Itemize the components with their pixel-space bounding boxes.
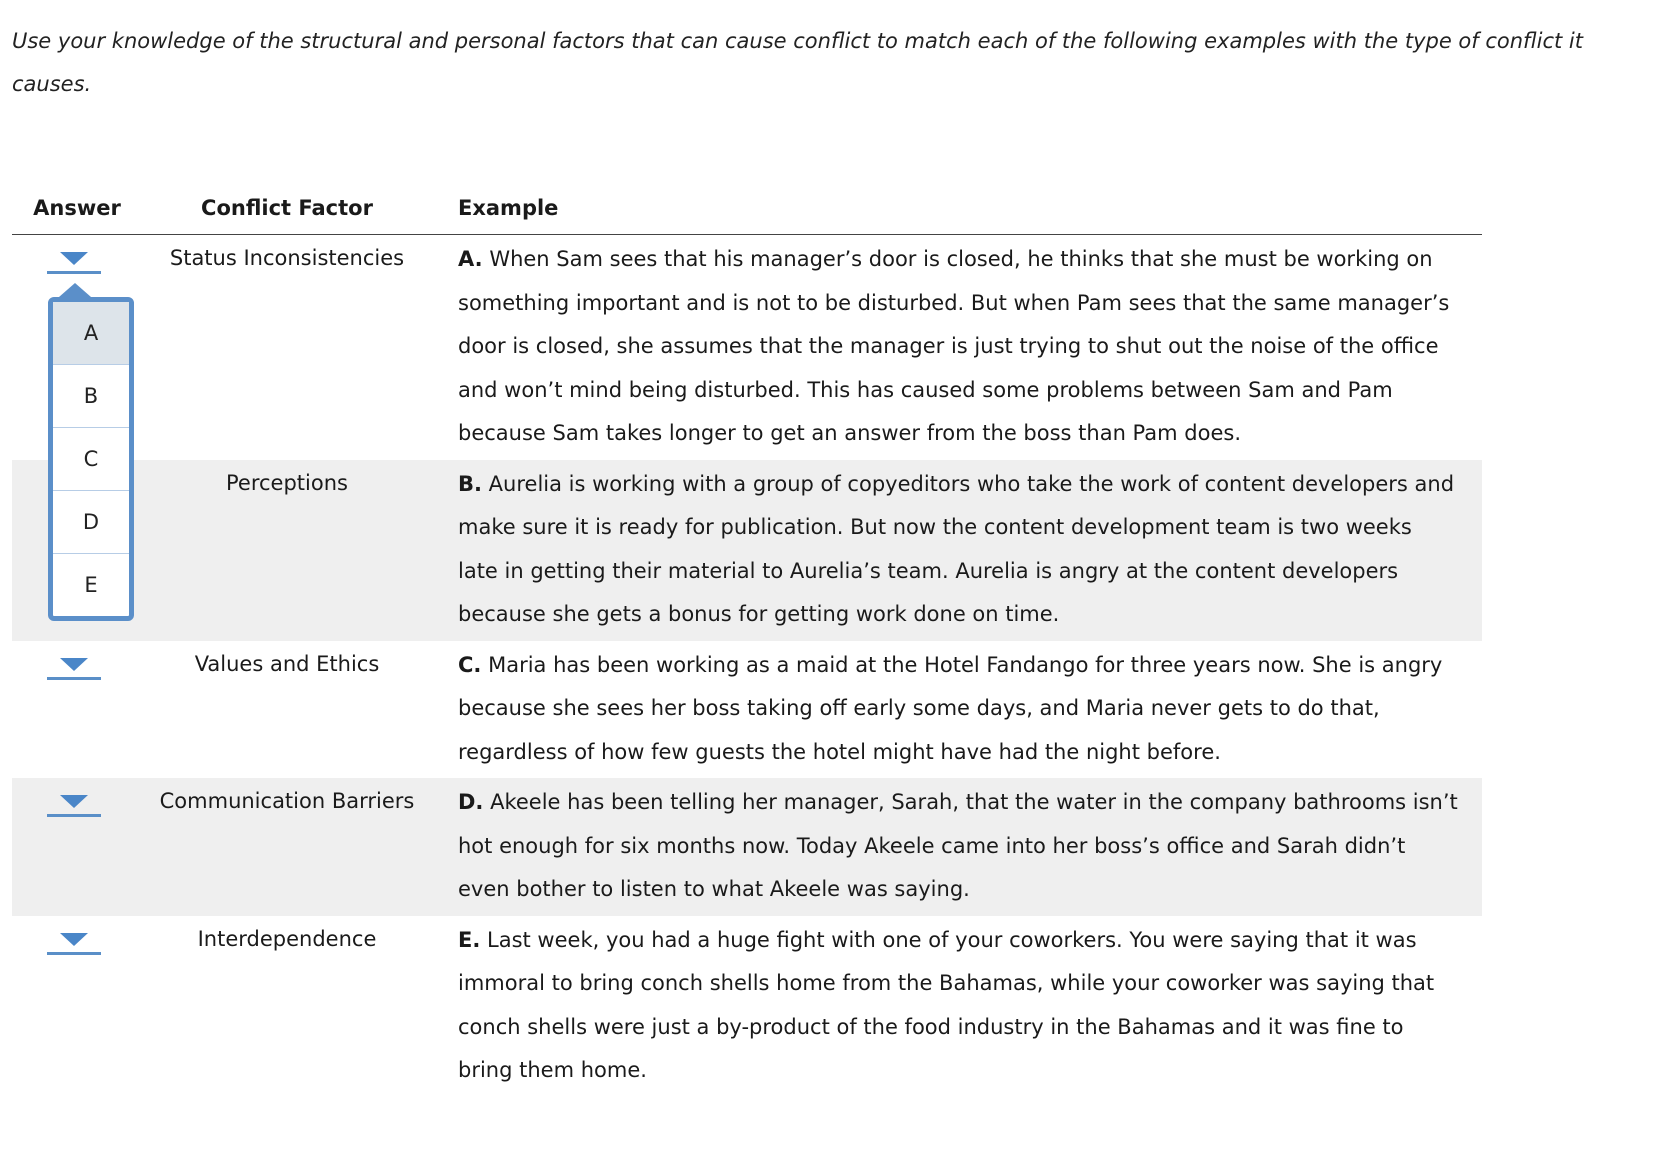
dropdown-option-e[interactable]: E xyxy=(84,573,98,597)
example-body: Akeele has been telling her manager, Sarah, that the water in the company bathrooms isn’t hot enough for six months now. Today Akeele came into her boss’s office and Sarah didn’t even bother to listen to what Akeele was saying. xyxy=(458,790,1458,901)
example-text xyxy=(458,641,1458,779)
chevron-down-icon xyxy=(60,933,88,946)
chevron-down-icon xyxy=(60,658,88,671)
example-letter: B. xyxy=(458,471,482,496)
conflict-factor-label: Perceptions xyxy=(226,470,348,495)
table-row xyxy=(12,235,1482,460)
dropdown-option-d[interactable]: D xyxy=(53,491,129,554)
chevron-up-icon[interactable] xyxy=(59,283,91,297)
conflict-factor-label: Status Inconsistencies xyxy=(169,246,405,270)
example-letter: A. xyxy=(458,247,483,271)
conflict-factor-label: Interdependence xyxy=(197,926,377,951)
table-row xyxy=(12,641,1482,779)
answer-dropdown-values-and-ethics[interactable] xyxy=(47,655,101,680)
example-body: Last week, you had a huge fight with one of your coworkers. You were saying that it was immoral to bring conch shells home from the Bahamas, while your coworker was saying that conch shells were just a by-product of the food industry in the Bahamas and it was fine to bring them home. xyxy=(458,927,1435,1082)
example-letter: C. xyxy=(458,652,482,677)
example-text xyxy=(458,778,1458,916)
dropdown-option-c[interactable]: C xyxy=(53,428,129,491)
example-body: When Sam sees that his manager’s door is closed, he thinks that she must be working on something important and is not to be disturbed. But when Pam sees that the same manager’s door is closed, she assumes that the manager is just trying to shut out the noise of the office and won’t mind being disturbed. This has caused some problems between Sam and Pam because Sam takes longer to get an answer from the boss than Pam does. xyxy=(458,247,1450,445)
instructions-text: Use your knowledge of the structural and personal factors that can cause conflict to match each of the following examples with the type of conflict it causes. xyxy=(12,29,1583,96)
table-row xyxy=(12,778,1482,916)
example-letter: E. xyxy=(458,927,481,952)
example-letter: D. xyxy=(458,790,484,814)
example-body: Aurelia is working with a group of copyeditors who take the work of content developers and make sure it is ready for publication. But now the content development team is two weeks late in getting their material to Aurelia’s team. Aurelia is angry at the content developers because she gets a bonus for getting work done on time. xyxy=(458,471,1455,626)
chevron-down-icon xyxy=(60,252,88,265)
example-body: Maria has been working as a maid at the Hotel Fandango for three years now. She is angry because she sees her boss taking off early some days, and Maria never gets to do that, regardless of how few guests the hotel might have had the night before. xyxy=(458,652,1443,764)
answer-dropdown-interdependence[interactable] xyxy=(47,930,101,955)
table-row xyxy=(12,460,1482,641)
dropdown-option-b[interactable]: B xyxy=(53,365,129,428)
conflict-factor-label: Communication Barriers xyxy=(159,789,415,813)
answer-column-header: Answer xyxy=(33,196,121,220)
chevron-down-icon xyxy=(60,795,88,808)
example-text xyxy=(458,235,1458,460)
conflict-factor-column-header: Conflict Factor xyxy=(201,196,373,220)
dropdown-option-a[interactable]: A xyxy=(53,302,129,365)
answer-dropdown-menu xyxy=(48,297,134,621)
matching-table xyxy=(12,188,1482,1097)
table-row xyxy=(12,916,1482,1097)
example-column-header: Example xyxy=(458,196,559,220)
example-text xyxy=(458,916,1458,1097)
table-header xyxy=(12,188,1482,235)
conflict-factor-label: Values and Ethics xyxy=(194,651,380,676)
example-text xyxy=(458,460,1458,641)
answer-dropdown-status-inconsistencies[interactable] xyxy=(47,249,101,274)
answer-dropdown-communication-barriers[interactable] xyxy=(47,792,101,817)
